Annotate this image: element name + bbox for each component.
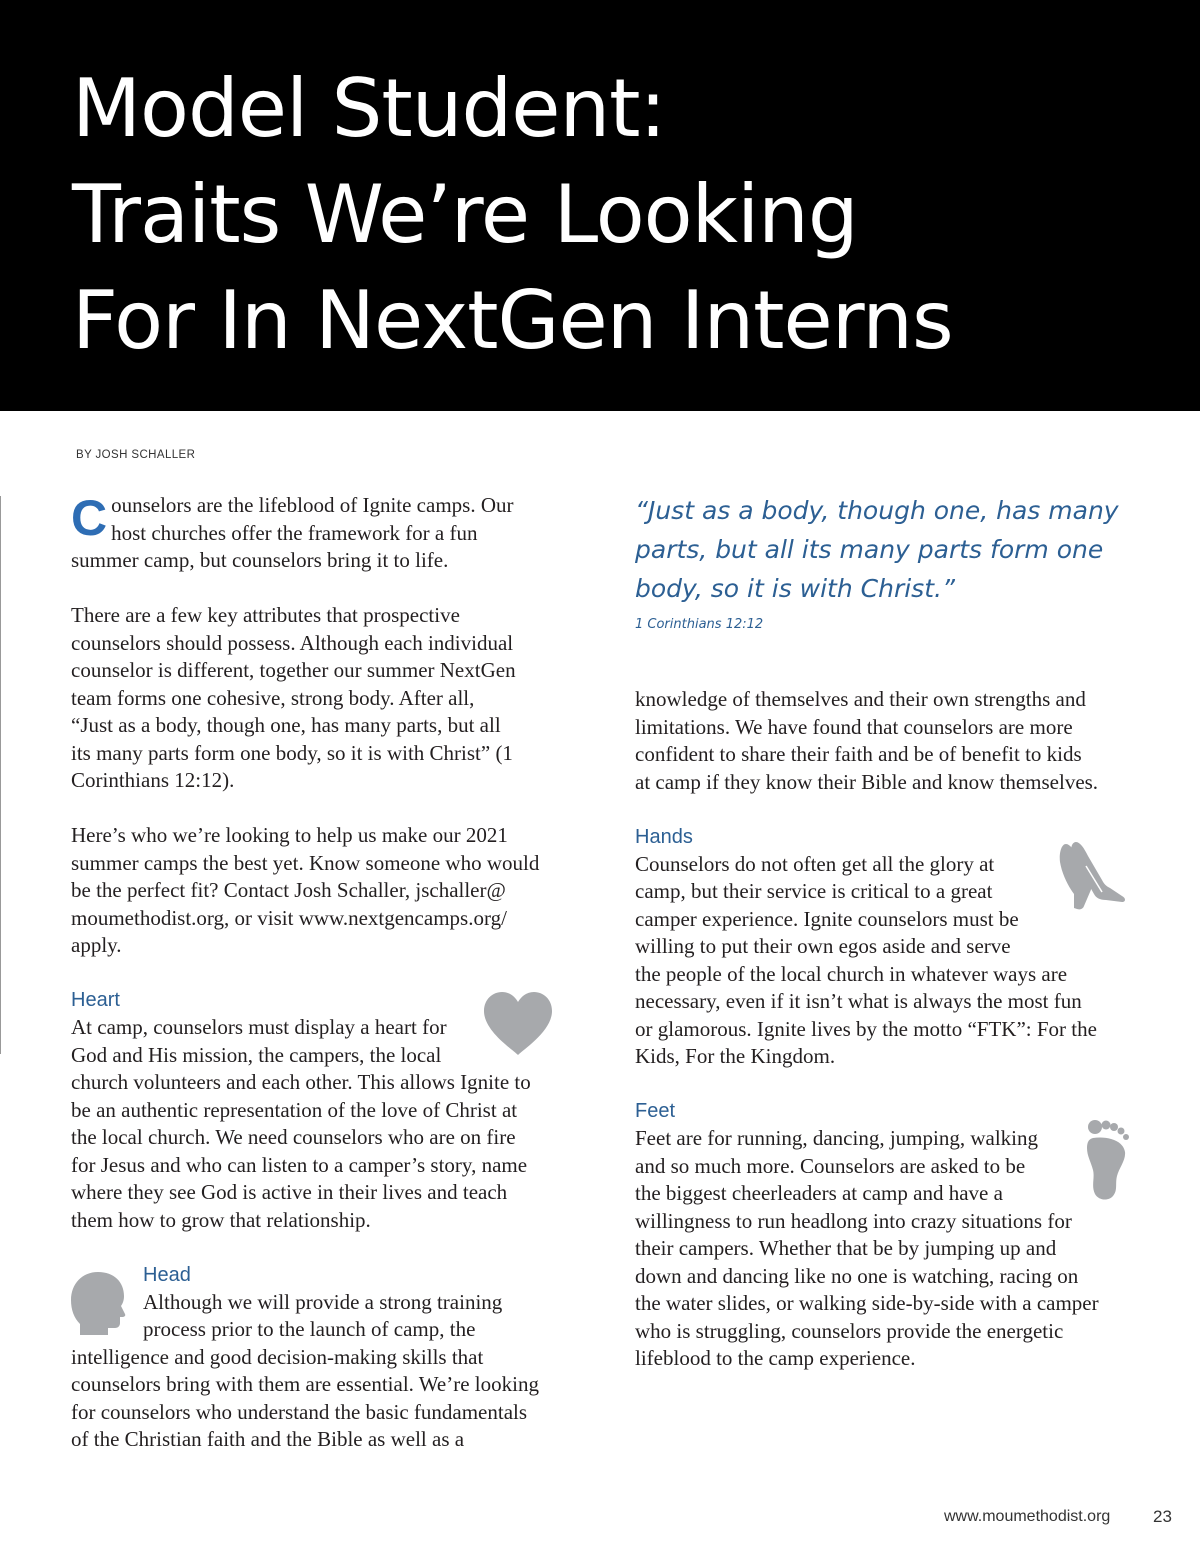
text-line: camper experience. Ignite counselors must be <box>635 906 1019 931</box>
quote-line: parts, but all its many parts form one <box>635 535 1104 564</box>
text-line: ounselors are the lifeblood of Ignite camps. Our <box>111 493 514 517</box>
text-line: apply. <box>71 933 122 957</box>
heart-heading: Heart <box>71 989 120 1011</box>
text-line: for counselors who understand the basic fundamentals <box>71 1399 528 1424</box>
text-line: confident to share their faith and be of benefit to kids <box>635 742 1082 766</box>
intro-paragraph-2 <box>71 602 567 795</box>
text-line: Counselors do not often get all the glory at <box>635 851 995 876</box>
text-line: be the perfect fit? Contact Josh Schaller, jschaller@ <box>71 878 506 902</box>
quote-citation: 1 Corinthians 12:12 <box>635 617 764 632</box>
text-line: Here’s who we’re looking to help us make our 2021 <box>71 823 508 847</box>
text-line: knowledge of themselves and their own strengths and <box>635 687 1086 711</box>
praying-hands-icon <box>1056 840 1128 912</box>
quote-line: “Just as a body, though one, has many <box>635 496 1119 525</box>
footprint-icon <box>1085 1118 1129 1202</box>
text-line: the biggest cheerleaders at camp and have a <box>635 1181 1003 1205</box>
text-line: camp, but their service is critical to a great <box>635 879 993 903</box>
text-line: willing to put their own egos aside and serve <box>635 934 1011 958</box>
text-line: down and dancing like no one is watching, racing on <box>635 1263 1079 1288</box>
text-line: be an authentic representation of the love of Christ at <box>71 1097 518 1122</box>
feet-heading: Feet <box>635 1100 676 1122</box>
text-line: its many parts form one body, so it is with Christ” (1 <box>71 740 513 765</box>
text-line: counselors should possess. Although each individual <box>71 630 514 655</box>
heart-icon <box>482 991 554 1057</box>
quote-line: body, so it is with Christ.” <box>635 574 955 603</box>
text-line: limitations. We have found that counselors are more <box>635 714 1073 739</box>
intro-paragraph-1 <box>71 492 567 575</box>
text-line: the local church. We need counselors who are on fire <box>71 1125 516 1149</box>
head-section <box>71 1262 567 1454</box>
text-line: for Jesus and who can listen to a camper’s story, name <box>71 1152 528 1177</box>
footer-url: www.moumethodist.org <box>944 1508 1111 1525</box>
text-line: Corinthians 12:12). <box>71 768 235 792</box>
text-line: church volunteers and each other. This allows Ignite to <box>71 1070 531 1094</box>
text-line: At camp, counselors must display a heart for <box>71 1015 447 1039</box>
text-line: counselor is different, together our summer NextGen <box>71 658 516 682</box>
text-line: Although we will provide a strong training <box>143 1289 503 1314</box>
head-section-continued <box>635 686 1131 796</box>
text-line: necessary, even if it isn’t what is always the most fun <box>635 989 1082 1013</box>
right-column <box>635 686 1131 1373</box>
text-line: summer camps the best yet. Know someone who would <box>71 850 540 875</box>
text-line: of the Christian faith and the Bible as well as a <box>71 1427 465 1451</box>
text-line: who is struggling, counselors provide the energetic <box>635 1318 1064 1343</box>
left-column <box>71 492 567 1454</box>
text-line: moumethodist.org, or visit www.nextgencamps.org/ <box>71 905 507 930</box>
text-line: process prior to the launch of camp, the <box>143 1317 476 1341</box>
text-line: summer camp, but counselors bring it to life. <box>71 548 449 572</box>
text-line: and so much more. Counselors are asked to be <box>635 1153 1026 1178</box>
text-line: team forms one cohesive, strong body. After all, <box>71 685 475 710</box>
text-line: intelligence and good decision-making skills that <box>71 1344 484 1369</box>
text-line: counselors bring with them are essential. We’re looking <box>71 1372 539 1396</box>
pull-quote <box>635 491 1155 608</box>
text-line: willingness to run headlong into crazy situations for <box>635 1208 1072 1233</box>
feet-section <box>635 1098 1131 1373</box>
title-line: Traits We’re Looking <box>72 168 858 261</box>
intro-paragraph-3 <box>71 822 567 960</box>
text-line: God and His mission, the campers, the local <box>71 1042 442 1067</box>
byline: BY JOSH SCHALLER <box>76 449 196 461</box>
text-line: Feet are for running, dancing, jumping, walking <box>635 1126 1038 1150</box>
head-icon <box>70 1270 126 1336</box>
head-heading: Head <box>143 1263 191 1286</box>
text-line: lifeblood to the camp experience. <box>635 1346 916 1370</box>
drop-cap: C <box>71 490 108 546</box>
page-title <box>72 56 1152 374</box>
hands-heading: Hands <box>635 825 693 848</box>
text-line: them how to grow that relationship. <box>71 1207 371 1232</box>
text-line: Kids, For the Kingdom. <box>635 1044 836 1068</box>
title-line: For In NextGen Interns <box>72 274 953 367</box>
page-number: 23 <box>1153 1507 1172 1526</box>
text-line: “Just as a body, though one, has many parts, but all <box>71 713 501 737</box>
text-line: their campers. Whether that be by jumping up and <box>635 1236 1057 1260</box>
text-line: the water slides, or walking side-by-side with a camper <box>635 1291 1099 1315</box>
title-banner <box>0 0 1200 411</box>
text-line: or glamorous. Ignite lives by the motto “FTK”: For the <box>635 1016 1097 1041</box>
text-line: where they see God is active in their lives and teach <box>71 1180 508 1204</box>
title-line: Model Student: <box>72 62 666 155</box>
margin-rule <box>0 496 1 1054</box>
text-line: There are a few key attributes that prospective <box>71 603 460 627</box>
text-line: the people of the local church in whatever ways are <box>635 961 1068 986</box>
text-line: at camp if they know their Bible and know themselves. <box>635 769 1099 794</box>
text-line: host churches offer the framework for a fun <box>111 520 478 545</box>
